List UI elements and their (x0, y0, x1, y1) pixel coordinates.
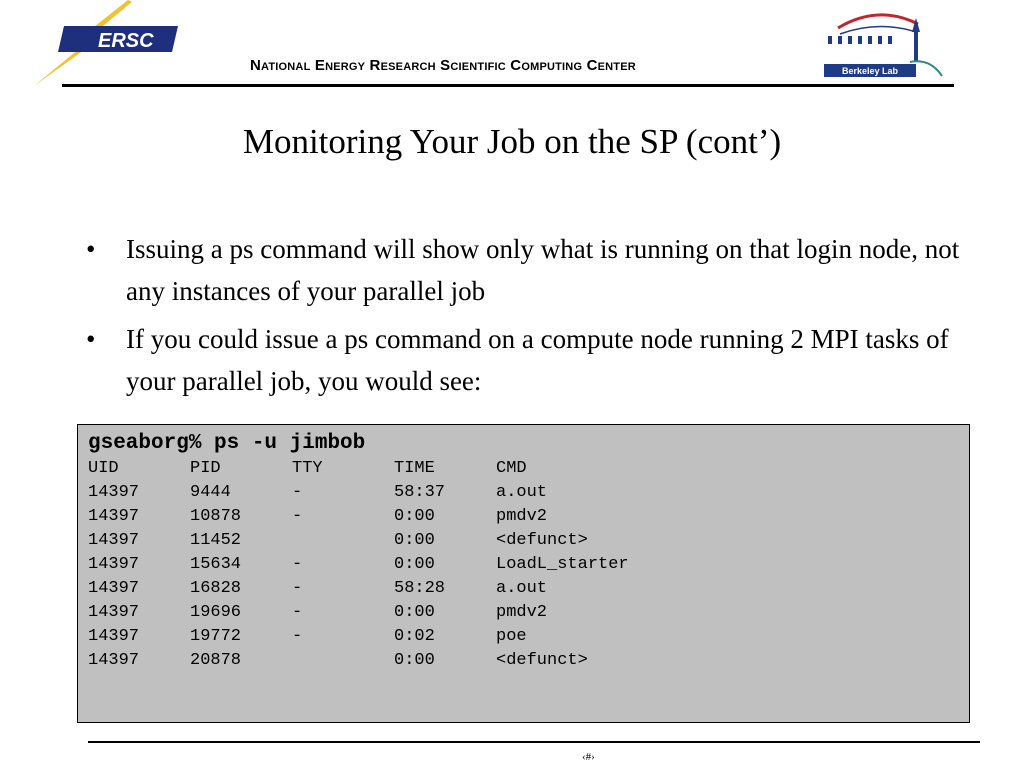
column-header: UID (88, 459, 119, 478)
slide-title: Monitoring Your Job on the SP (cont’) (242, 122, 782, 161)
bullet-item (86, 228, 986, 312)
bullet-list (86, 228, 986, 408)
lab-logo-text: Berkeley Lab (841, 66, 899, 76)
table-cell: 14397 (88, 651, 140, 670)
column-header: CMD (496, 459, 527, 478)
table-cell: 0:02 (394, 627, 435, 646)
table-cell: 0:00 (394, 651, 435, 670)
terminal-output (77, 424, 970, 723)
table-cell: 11452 (190, 531, 242, 550)
table-cell: 0:00 (394, 555, 435, 574)
terminal-command: gseaborg% ps -u jimbob (88, 432, 366, 455)
table-cell: a.out (496, 483, 548, 502)
table-cell: 14397 (88, 603, 140, 622)
table-cell: - (292, 579, 303, 598)
table-cell: <defunct> (496, 651, 588, 670)
table-cell: <defunct> (496, 531, 588, 550)
table-cell: 14397 (88, 555, 140, 574)
ps-output-table (88, 457, 959, 673)
table-cell: 58:37 (394, 483, 446, 502)
bullet-marker: • (86, 234, 96, 264)
nersc-logo-text: ERSC (98, 30, 154, 52)
table-cell: 0:00 (394, 603, 435, 622)
bullet-item (86, 318, 986, 402)
table-cell: pmdv2 (496, 507, 548, 526)
table-cell: 16828 (190, 579, 242, 598)
table-cell (292, 529, 394, 553)
table-cell: 14397 (88, 507, 140, 526)
table-cell: poe (496, 627, 527, 646)
table-cell: - (292, 483, 303, 502)
table-cell: 19772 (190, 627, 242, 646)
bullet-text: Issuing a ps command will show only what is running on that login node, not any instances of your parallel job (126, 234, 960, 306)
column-header: TTY (292, 459, 323, 478)
table-cell (292, 649, 394, 673)
table-cell: 14397 (88, 531, 140, 550)
table-cell: 14397 (88, 483, 140, 502)
table-cell: - (292, 555, 303, 574)
table-cell: 58:28 (394, 579, 446, 598)
header-title: National Energy Research Scientific Computing Center (250, 57, 636, 74)
table-cell: 19696 (190, 603, 242, 622)
column-header: PID (190, 459, 221, 478)
table-cell: 20878 (190, 651, 242, 670)
column-header: TIME (394, 459, 435, 478)
berkeley-lab-logo (818, 6, 948, 82)
nersc-logo (28, 0, 188, 90)
header-divider (62, 84, 954, 87)
bullet-marker: • (86, 324, 96, 354)
table-cell: - (292, 627, 303, 646)
nersc-lightning-icon (28, 0, 188, 90)
table-cell: 0:00 (394, 507, 435, 526)
table-cell: 14397 (88, 579, 140, 598)
table-cell: a.out (496, 579, 548, 598)
table-cell: - (292, 603, 303, 622)
footer-divider (88, 741, 980, 743)
table-cell: - (292, 507, 303, 526)
table-cell: 10878 (190, 507, 242, 526)
table-cell: 14397 (88, 627, 140, 646)
table-cell: 0:00 (394, 531, 435, 550)
berkeley-lab-building-icon (818, 6, 948, 82)
table-cell: LoadL_starter (496, 555, 629, 574)
table-cell: 15634 (190, 555, 242, 574)
bullet-text: If you could issue a ps command on a compute node running 2 MPI tasks of your parallel job, you would see: (126, 324, 949, 396)
table-cell: 9444 (190, 483, 231, 502)
table-cell: pmdv2 (496, 603, 548, 622)
page-number: ‹#› (582, 751, 595, 763)
